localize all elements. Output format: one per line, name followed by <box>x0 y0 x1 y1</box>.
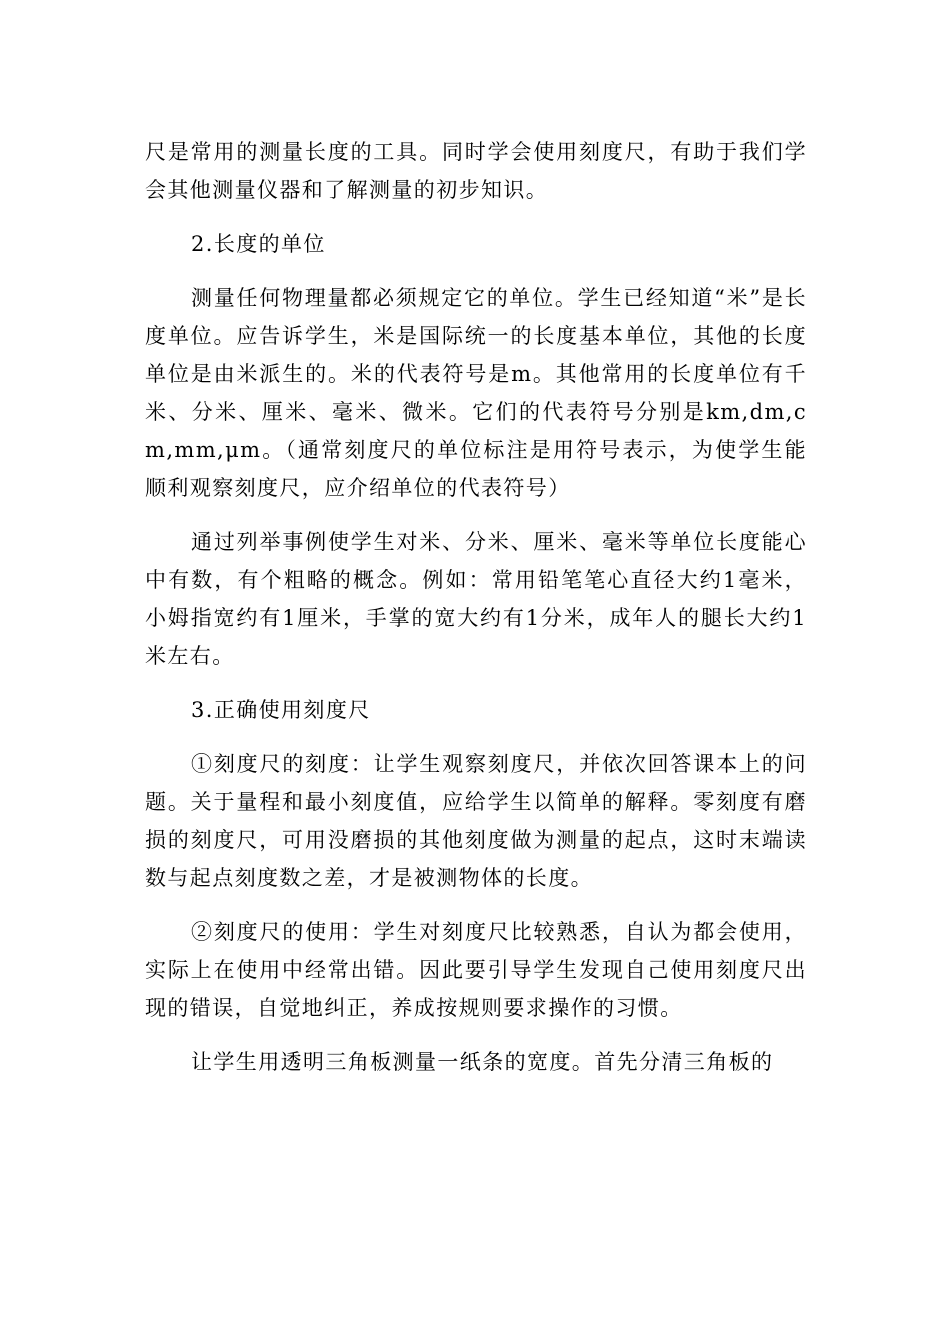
text-column <box>145 133 807 1081</box>
paragraph-ruler-scale: ①刻度尺的刻度：让学生观察刻度尺，并依次回答课本上的问题。关于量程和最小刻度值，应给学生以简单的解释。零刻度有磨损的刻度尺，可用没磨损的其他刻度做为测量的起点，这时末端读数与起点刻度数之差，才是被测物体的长度。 <box>145 752 807 890</box>
paragraph-length-units: 测量任何物理量都必须规定它的单位。学生已经知道“米”是长度单位。应告诉学生，米是国际统一的长度基本单位，其他的长度单位是由米派生的。米的代表符号是m。其他常用的长度单位有千米、分米、厘米、毫米、微米。它们的代表符号分别是km,dm,cm,mm,μm。（通常刻度尺的单位标注是用符号表示，为使学生能顺利观察刻度尺，应介绍单位的代表符号） <box>145 286 807 500</box>
paragraph-continuation: 尺是常用的测量长度的工具。同时学会使用刻度尺，有助于我们学会其他测量仪器和了解测量的初步知识。 <box>145 140 807 202</box>
section-heading-length-units: 2.长度的单位 <box>191 232 326 256</box>
paragraph-ruler-usage: ②刻度尺的使用：学生对刻度尺比较熟悉，自认为都会使用，实际上在使用中经常出错。因此要引导学生发现自己使用刻度尺出现的错误，自觉地纠正，养成按规则要求操作的习惯。 <box>145 920 807 1020</box>
section-heading-using-ruler: 3.正确使用刻度尺 <box>191 698 371 722</box>
paragraph-unit-examples: 通过列举事例使学生对米、分米、厘米、毫米等单位长度能心中有数，有个粗略的概念。例如：常用铅笔笔心直径大约1毫米，小姆指宽约有1厘米，手掌的宽大约有1分米，成年人的腿长大约1米左右。 <box>145 530 807 668</box>
paragraph-triangle-measurement: 让学生用透明三角板测量一纸条的宽度。首先分清三角板的 <box>191 1050 774 1074</box>
